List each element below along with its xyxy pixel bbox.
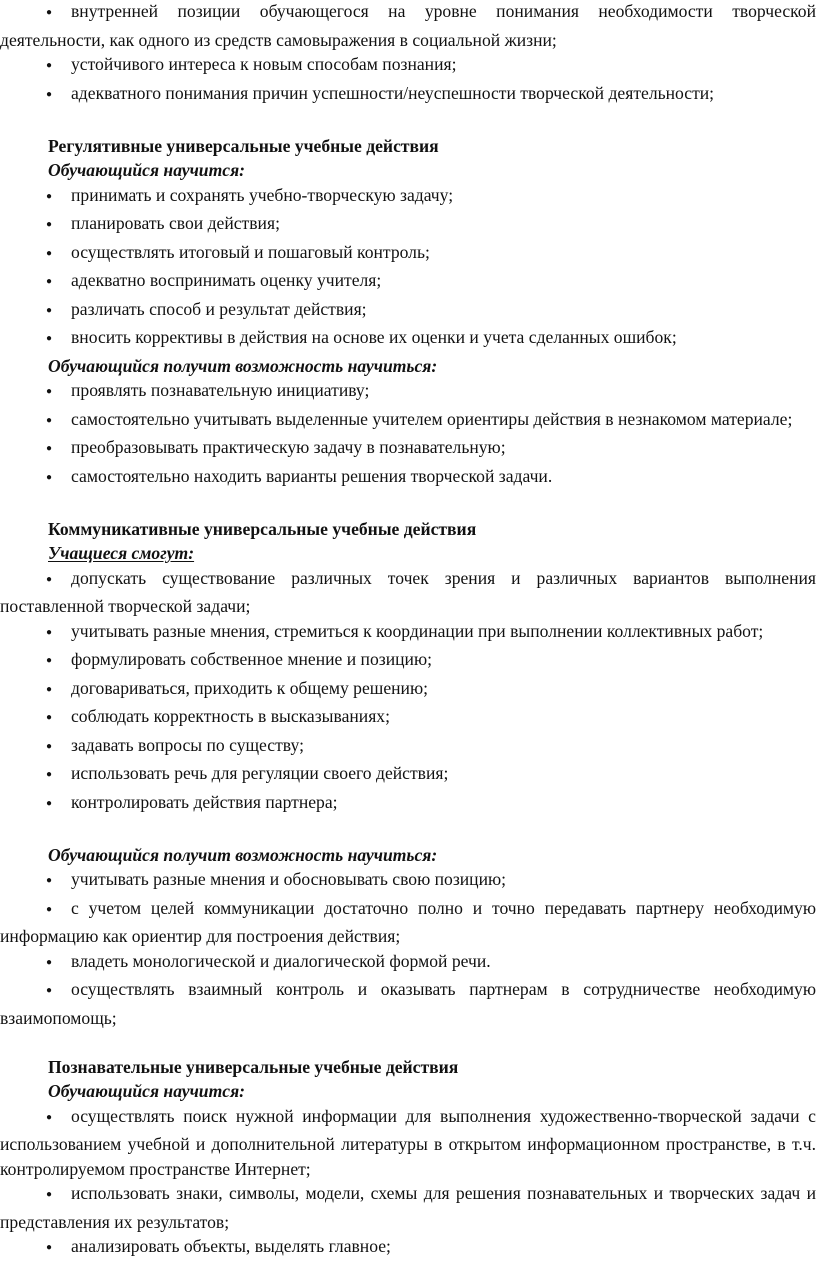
bullet-text: преобразовывать практическую задачу в познавательную;	[71, 437, 506, 457]
section-heading: Коммуникативные универсальные учебные действия	[48, 518, 477, 539]
bullet-icon	[45, 0, 71, 28]
bullet-text: вносить коррективы в действия на основе их оценки и учета сделанных ошибок;	[71, 327, 677, 347]
bullet-icon	[45, 1234, 71, 1263]
bullet-text: принимать и сохранять учебно-творческую задачу;	[71, 184, 454, 205]
bullet-text: адекватного понимания причин успешности/неуспешности творческой деятельности;	[71, 82, 715, 103]
bullet-text: устойчивого интереса к новым способам познания;	[71, 54, 457, 74]
bullet-icon	[45, 790, 71, 819]
bullet-item	[0, 407, 816, 436]
bullet-icon	[45, 297, 71, 326]
bullet-icon	[45, 977, 71, 1006]
bullet-icon	[45, 1104, 71, 1133]
bullet-icon	[45, 647, 71, 676]
bullet-text: самостоятельно находить варианты решения творческой задачи.	[71, 465, 553, 486]
bullet-icon	[45, 896, 71, 925]
bullet-item	[0, 0, 816, 52]
bullet-item	[0, 733, 816, 762]
bullet-icon	[45, 81, 71, 110]
bullet-icon	[45, 435, 71, 464]
section-heading: Познавательные универсальные учебные действия	[48, 1056, 459, 1077]
bullet-item	[0, 867, 816, 896]
bullet-item	[0, 325, 816, 354]
bullet-icon	[45, 949, 71, 978]
bullet-text: проявлять познавательную инициативу;	[71, 380, 370, 400]
bullet-icon	[45, 619, 71, 648]
bullet-item	[0, 211, 816, 240]
bullet-text: различать способ и результат действия;	[71, 298, 367, 319]
bullet-text: владеть монологической и диалогической формой речи.	[71, 950, 491, 971]
bullet-icon	[45, 407, 71, 436]
bullet-item	[0, 435, 816, 464]
bullet-icon	[45, 704, 71, 733]
bullet-item	[0, 647, 816, 676]
blank-line	[0, 109, 816, 134]
bullet-item	[0, 676, 816, 705]
bullet-item	[0, 977, 816, 1030]
subheading: Обучающийся получит возможность научиться:	[48, 355, 438, 376]
bullet-text: осуществлять поиск нужной информации для выполнения художественно-творческой задачи с использованием учебной и дополнительной литературы в открытом информационном пространстве, в т.ч. контролируемом пространстве Интернет;	[0, 1105, 816, 1179]
bullet-icon	[45, 268, 71, 297]
bullet-icon	[45, 867, 71, 896]
section-heading: Регулятивные универсальные учебные действия	[48, 135, 439, 156]
bullet-icon	[45, 464, 71, 493]
bullet-text: осуществлять взаимный контроль и оказывать партнерам в сотрудничестве необходимую взаимопомощь;	[0, 979, 816, 1028]
bullet-text: анализировать объекты, выделять главное;	[71, 1236, 391, 1256]
bullet-text: внутренней позиции обучающегося на уровне понимания необходимости творческой деятельности, как одного из средств самовыражения в социальной жизни;	[0, 1, 816, 50]
bullet-text: использовать речь для регуляции своего действия;	[71, 763, 449, 783]
bullet-text: формулировать собственное мнение и позицию;	[71, 649, 432, 669]
bullet-icon	[45, 240, 71, 269]
bullet-item	[0, 790, 816, 819]
subheading	[0, 541, 816, 566]
bullet-icon	[45, 1181, 71, 1210]
subheading-text: Учащиеся смогут:	[48, 543, 195, 563]
bullet-text: договариваться, приходить к общему решению;	[71, 677, 428, 698]
bullet-text: учитывать разные мнения, стремиться к координации при выполнении коллективных работ;	[71, 620, 764, 641]
bullet-item	[0, 619, 816, 648]
bullet-item	[0, 1181, 816, 1234]
bullet-text: использовать знаки, символы, модели, схемы для решения познавательных и творческих задач и представления их результатов;	[0, 1183, 816, 1232]
subheading: Обучающийся получит возможность научиться:	[48, 844, 438, 865]
bullet-icon	[45, 52, 71, 81]
bullet-item	[0, 464, 816, 493]
bullet-text: планировать свои действия;	[71, 213, 280, 233]
bullet-item	[0, 761, 816, 790]
bullet-text: осуществлять итоговый и пошаговый контроль;	[71, 241, 430, 262]
bullet-item	[0, 183, 816, 212]
bullet-item	[0, 240, 816, 269]
bullet-item	[0, 378, 816, 407]
bullet-item	[0, 949, 816, 978]
bullet-icon	[45, 378, 71, 407]
bullet-text: адекватно воспринимать оценку учителя;	[71, 270, 382, 290]
bullet-item	[0, 566, 816, 619]
bullet-item	[0, 704, 816, 733]
bullet-item	[0, 896, 816, 949]
bullet-item	[0, 268, 816, 297]
bullet-icon	[45, 676, 71, 705]
bullet-text: задавать вопросы по существу;	[71, 734, 304, 755]
bullet-text: с учетом целей коммуникации достаточно полно и точно передавать партнеру необходимую информацию как ориентир для построения действия;	[0, 897, 816, 946]
bullet-icon	[45, 211, 71, 240]
bullet-text: учитывать разные мнения и обосновывать свою позицию;	[71, 869, 507, 889]
bullet-item	[0, 1234, 816, 1263]
blank-line	[0, 818, 816, 843]
bullet-text: самостоятельно учитывать выделенные учителем ориентиры действия в незнакомом материале;	[71, 408, 793, 429]
bullet-item	[0, 52, 816, 81]
bullet-text: допускать существование различных точек зрения и различных вариантов выполнения поставленной творческой задачи;	[0, 567, 816, 616]
bullet-icon	[45, 183, 71, 212]
bullet-item	[0, 297, 816, 326]
bullet-text: контролировать действия партнера;	[71, 791, 338, 812]
blank-line	[0, 1030, 816, 1055]
blank-line	[0, 492, 816, 517]
bullet-text: соблюдать корректность в высказываниях;	[71, 706, 390, 726]
bullet-icon	[45, 761, 71, 790]
bullet-icon	[45, 325, 71, 354]
subheading: Обучающийся научится:	[48, 160, 246, 180]
bullet-item	[0, 81, 816, 110]
subheading: Обучающийся научится:	[48, 1081, 246, 1101]
bullet-item	[0, 1104, 816, 1182]
bullet-icon	[45, 566, 71, 595]
bullet-icon	[45, 733, 71, 762]
